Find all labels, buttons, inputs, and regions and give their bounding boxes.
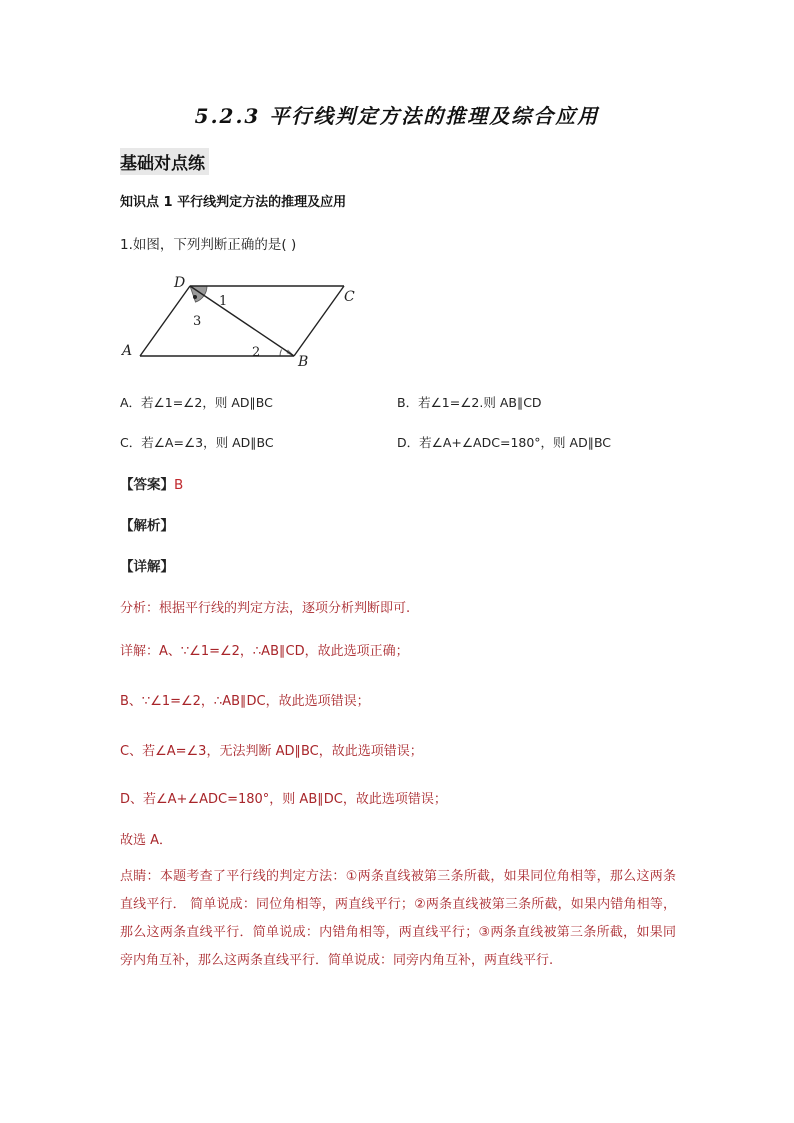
detail-a-text: 详解：A、∵∠1=∠2，∴AB∥CD，故此选项正确； (120, 644, 409, 659)
angle-2-arc (280, 350, 282, 357)
segment-da (140, 286, 190, 356)
answer-row (120, 473, 183, 493)
angle-3-dot (193, 295, 197, 299)
question-stem: 1.如图，下列判断正确的是( ) (120, 237, 297, 253)
vertex-label-c: C (344, 289, 355, 305)
option-a: A．若∠1=∠2，则 AD∥BC (120, 395, 273, 410)
option-b: B．若∠1=∠2.则 AB∥CD (397, 395, 542, 410)
note-paragraph: 点睛：本题考查了平行线的判定方法：①两条直线被第三条所截，如果同位角相等，那么这两条直线平行． 简单说成：同位角相等，两直线平行；②两条直线被第三条所截，如果内错角相等，那么这两条直线平行．简单说成：内错角相等，两直线平行；③两条直线被第三条所截，如果同旁内角互补，那么这两条直线平行．简单说成：同旁内角互补，两直线平行. (120, 869, 676, 968)
analysis-text: 分析：根据平行线的判定方法，逐项分析判断即可. (120, 601, 411, 616)
segment-cb (294, 286, 344, 356)
vertex-label-d: D (174, 275, 186, 291)
analysis-label: 【解析】 (120, 518, 174, 534)
section-heading: 基础对点练 (120, 148, 209, 175)
document-title: 5.2.3 平行线判定方法的推理及综合应用 (194, 104, 600, 128)
detail-b-text: B、∵∠1=∠2，∴AB∥DC，故此选项错误； (120, 694, 370, 709)
geometry-figure (110, 270, 370, 374)
vertex-label-b: B (298, 354, 309, 370)
detail-c-text: C、若∠A=∠3，无法判断 AD∥BC，故此选项错误； (120, 744, 423, 759)
angle-label-1: 1 (219, 294, 228, 309)
answer-label: 【答案】 (120, 477, 174, 493)
option-c: C．若∠A=∠3，则 AD∥BC (120, 435, 274, 450)
angle-label-2: 2 (252, 345, 261, 360)
conclusion-text: 故选 A． (120, 833, 173, 848)
detail-d-text: D、若∠A+∠ADC=180°，则 AB∥DC，故此选项错误； (120, 792, 447, 807)
diagonal-db (190, 286, 294, 356)
option-d: D．若∠A+∠ADC=180°，则 AD∥BC (397, 435, 612, 450)
angle-label-3: 3 (193, 314, 202, 329)
answer-value: B (174, 477, 184, 493)
detail-label: 【详解】 (120, 559, 174, 575)
knowledge-point-heading: 知识点 1 平行线判定方法的推理及应用 (120, 195, 347, 210)
vertex-label-a: A (122, 343, 133, 359)
